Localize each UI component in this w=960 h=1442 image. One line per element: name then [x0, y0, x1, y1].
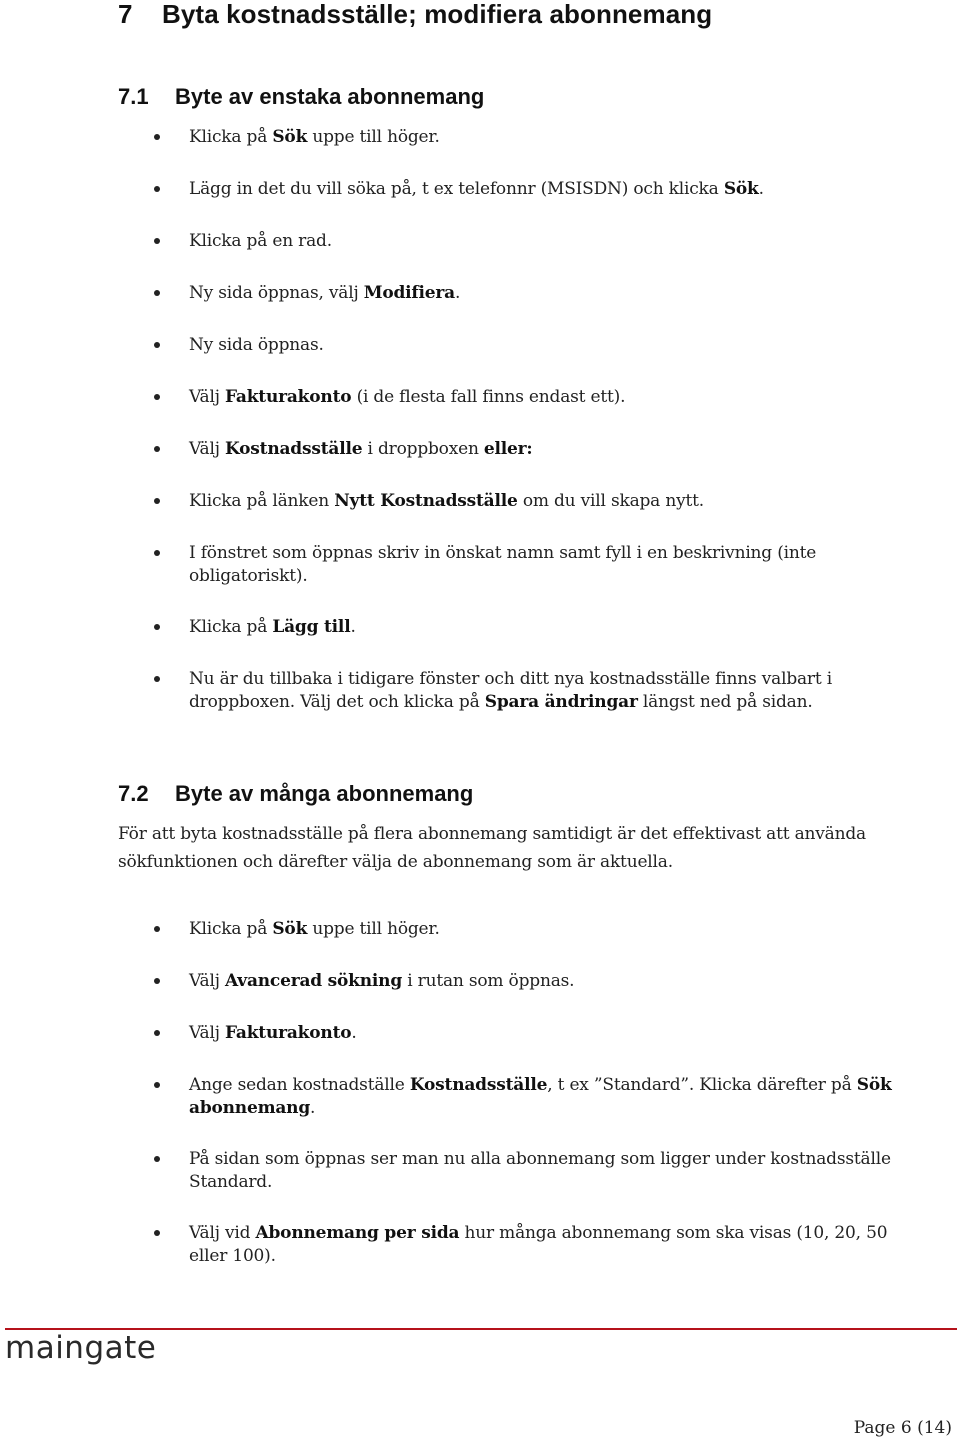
list-item — [189, 438, 929, 461]
section-title: Byte av många abonnemang — [175, 781, 474, 806]
list-item — [189, 1148, 929, 1193]
bold-text: Spara ändringar — [484, 691, 638, 712]
list-item — [189, 282, 929, 305]
text-run: (i de flesta fall finns endast ett). — [351, 387, 626, 407]
text-run: . — [350, 617, 356, 637]
text-run: . — [310, 1097, 316, 1118]
text-run: På sidan som öppnas ser man nu alla abonnemang som ligger under kostnadsställe Standard. — [189, 1149, 891, 1192]
text-run: Ange sedan kostnadställe — [189, 1075, 410, 1095]
text-run: Ny sida öppnas, välj — [189, 283, 364, 303]
bold-text: Modifiera — [363, 283, 455, 303]
list-item — [189, 178, 929, 201]
bold-text: Sök — [272, 127, 308, 147]
section-title: Byte av enstaka abonnemang — [175, 84, 485, 109]
bold-text: Kostnadsställe — [224, 439, 363, 459]
page-number: Page 6 (14) — [853, 1418, 952, 1438]
section-heading-7-1 — [118, 84, 484, 110]
list-item — [189, 918, 929, 941]
intro-paragraph: För att byta kostnadsställe på flera abonnemang samtidigt är det effektivast att använda sökfunktionen och därefter välja de abonnemang som är aktuella. — [118, 824, 866, 872]
section-heading-7-2 — [118, 781, 473, 807]
text-run: om du vill skapa nytt. — [517, 491, 704, 511]
text-run: Klicka på en rad. — [189, 231, 332, 251]
text-run: . — [351, 1023, 357, 1043]
list-item — [189, 230, 929, 253]
bold-text: Avancerad sökning — [224, 971, 403, 991]
text-run: Klicka på — [189, 919, 273, 939]
text-run: Klicka på länken — [189, 491, 335, 511]
bold-text: Abonnemang per sida — [255, 1223, 460, 1243]
maingate-logo: maingate — [5, 1330, 157, 1366]
list-item — [189, 1022, 929, 1045]
bold-text: Lägg till — [272, 617, 351, 637]
list-item — [189, 490, 929, 513]
bold-text: Sök — [272, 919, 308, 939]
section-number: 7.1 — [118, 84, 149, 109]
section-number: 7 — [118, 0, 133, 29]
bold-text: eller: — [483, 439, 533, 459]
text-run: Nu är du tillbaka i tidigare fönster och ditt nya kostnadsställe finns valbart i droppboxen. Välj det och klicka på — [189, 669, 832, 712]
section-heading-7 — [118, 0, 712, 30]
list-item — [189, 1222, 929, 1267]
list-item — [189, 970, 929, 993]
section-number: 7.2 — [118, 781, 149, 806]
text-run: Välj — [189, 971, 225, 991]
text-run: Lägg in det du vill söka på, t ex telefonnr (MSISDN) och klicka — [189, 179, 724, 199]
text-run: hur många abonnemang som ska visas (10, 20, 50 eller 100). — [189, 1223, 888, 1266]
list-item — [189, 1074, 929, 1119]
bold-text: Nytt Kostnadsställe — [334, 491, 518, 511]
text-run: Ny sida öppnas. — [189, 335, 324, 355]
text-run: i rutan som öppnas. — [402, 971, 575, 991]
text-run: längst ned på sidan. — [637, 691, 813, 712]
bold-text: Sök abonnemang — [189, 1075, 892, 1118]
list-item — [189, 668, 929, 713]
section-title: Byta kostnadsställe; modifiera abonnemang — [162, 0, 713, 29]
bold-text: Kostnadsställe — [409, 1075, 548, 1095]
text-run: Klicka på — [189, 617, 273, 637]
bold-text: Fakturakonto — [224, 387, 352, 407]
bold-text: Sök — [723, 179, 759, 199]
text-run: Välj vid — [189, 1223, 256, 1243]
text-run: Välj — [189, 387, 225, 407]
text-run: . — [455, 283, 461, 303]
text-run: Välj — [189, 1023, 225, 1043]
text-run: I fönstret som öppnas skriv in önskat namn samt fyll i en beskrivning (inte obligatoriskt). — [189, 543, 817, 586]
text-run: Välj — [189, 439, 225, 459]
text-run: Klicka på — [189, 127, 273, 147]
list-item — [189, 542, 929, 587]
list-item — [189, 616, 929, 639]
text-run: uppe till höger. — [307, 127, 440, 147]
text-run: i droppboxen — [362, 439, 484, 459]
list-item — [189, 126, 929, 149]
text-run: . — [758, 179, 764, 199]
text-run: , t ex ”Standard”. Klicka därefter på — [547, 1075, 857, 1095]
text-run: uppe till höger. — [307, 919, 440, 939]
bold-text: Fakturakonto — [224, 1023, 352, 1043]
list-item — [189, 386, 929, 409]
list-item — [189, 334, 929, 357]
